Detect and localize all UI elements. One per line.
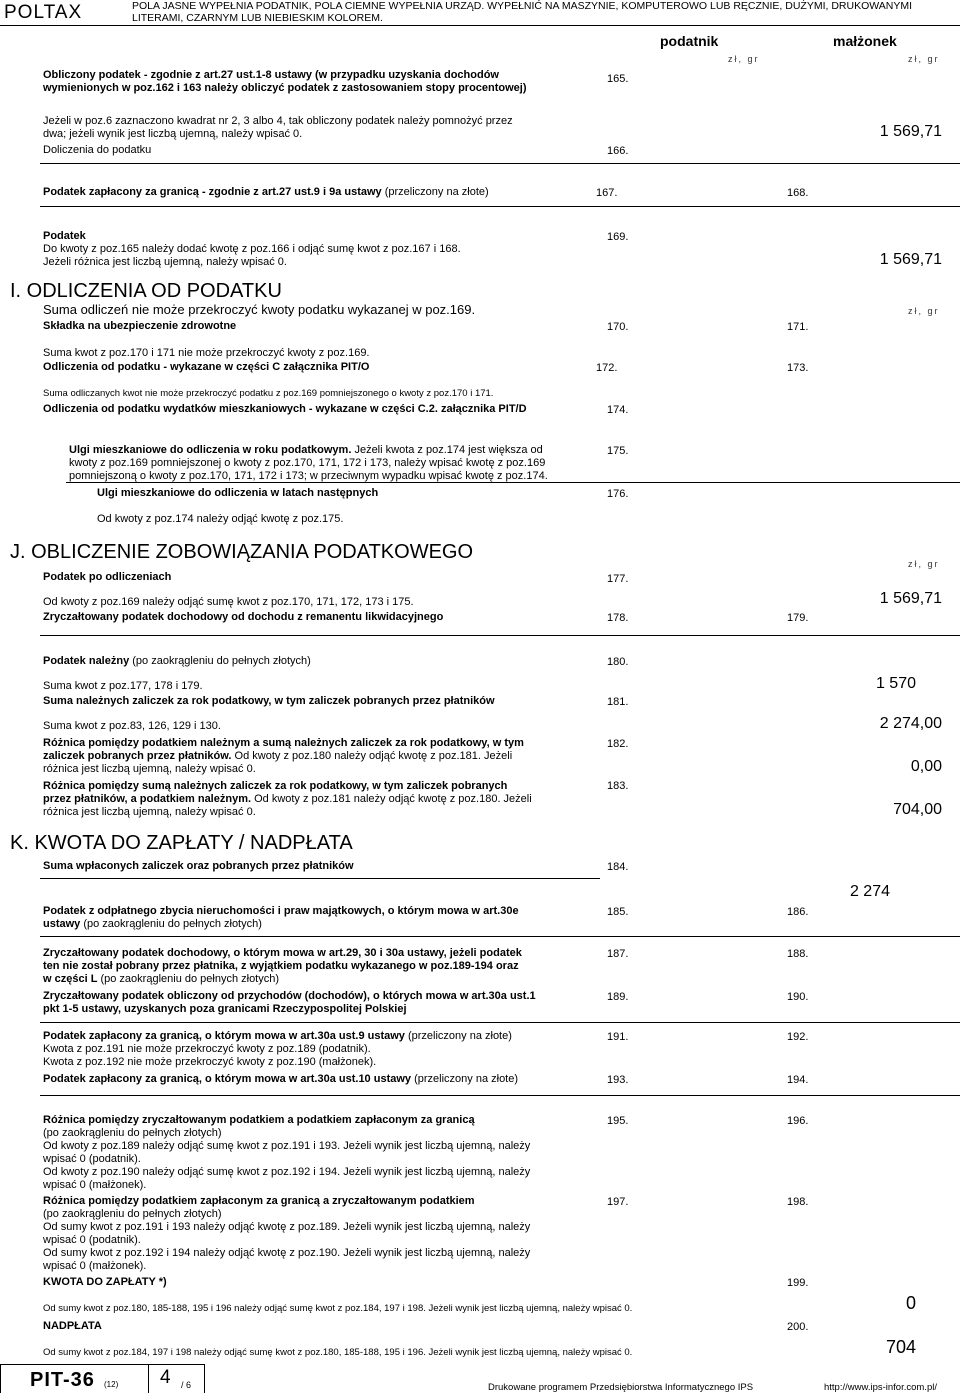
row-167-label: Podatek zapłacony za granicą - zgodnie z art.27 ust.9 i 9a ustawy (przeliczony na złote) (43, 186, 489, 198)
field-186-number: 186. (787, 906, 809, 918)
field-197-number: 197. (607, 1196, 629, 1208)
row-200-label: NADPŁATA (43, 1320, 102, 1332)
header-note-line-2: LITERAMI, CZARNYM LUB NIEBIESKIM KOLOREM. (132, 11, 383, 24)
row-169-label: Podatek Do kwoty z poz.165 należy dodać kwotę z poz.166 i odjąć sumę kwot z poz.167 i 168. Jeżeli różnica jest liczbą ujemną, należy wpisać 0. (43, 230, 461, 268)
field-200-value[interactable]: 704 (885, 1337, 916, 1357)
divider (40, 635, 960, 636)
row-170-note: Suma kwot z poz.170 i 171 nie może przekroczyć kwoty z poz.169. (43, 347, 370, 359)
column-podatnik: podatnik (660, 33, 719, 49)
page-total: / 6 (181, 1380, 192, 1390)
field-183-number: 183. (607, 780, 629, 792)
row-199-note: Od sumy kwot z poz.180, 185-188, 195 i 196 należy odjąć sumę kwot z poz.184, 197 i 198. Jeżeli wynik jest liczbą ujemną, należy wpisać 0. (43, 1303, 633, 1314)
field-183-value[interactable]: 704,00 (893, 801, 942, 818)
row-180-note: Suma kwot z poz.177, 178 i 179. (43, 680, 203, 692)
row-191-label: Podatek zapłacony za granicą, o którym mowa w art.30a ust.9 ustawy (przeliczony na złote) Kwota z poz.191 nie może przekroczyć kwoty z poz.189 (podatnik). Kwota z poz.192 nie może przekroczyć kwoty z poz.190 (małżonek). (43, 1030, 512, 1068)
field-175-number: 175. (607, 445, 629, 457)
field-165-number: 165. (607, 73, 629, 85)
divider (40, 163, 960, 164)
field-184-value[interactable]: 2 274 (849, 883, 890, 900)
field-172-number: 172. (596, 362, 618, 374)
field-185-number: 185. (607, 906, 629, 918)
row-174-label: Odliczenia od podatku wydatków mieszkaniowych - wykazane w części C.2. załącznika PIT/D (43, 403, 527, 415)
field-170-number: 170. (607, 321, 629, 333)
field-188-number: 188. (787, 948, 809, 960)
divider (40, 878, 600, 879)
printer-url[interactable]: http://www.ips-infor.com.pl/ (824, 1382, 937, 1393)
field-180-number: 180. (607, 656, 629, 668)
row-182-label: Różnica pomiędzy podatkiem należnym a sumą należnych zaliczek za rok podatkowy, w tym zaliczek pobranych przez płatników. Od kwoty z poz.180 należy odjąć kwotę z poz.181. Jeżeli różnica jest liczbą ujemną, należy wpisać 0. (43, 737, 524, 775)
header-note (132, 1, 912, 24)
field-173-number: 173. (787, 362, 809, 374)
form-name: PIT-36 (30, 1369, 95, 1391)
row-165-note: Jeżeli w poz.6 zaznaczono kwadrat nr 2, 3 albo 4, tak obliczony podatek należy pomnożyć przez dwa; jeżeli wynik jest liczbą ujemną, należy wpisać 0. (43, 115, 513, 140)
field-192-number: 192. (787, 1031, 809, 1043)
row-166-label: Doliczenia do podatku (43, 144, 152, 156)
field-199-number: 199. (787, 1277, 809, 1289)
row-177-note: Od kwoty z poz.169 należy odjąć sumę kwot z poz.170, 171, 172, 173 i 175. (43, 596, 414, 608)
field-182-number: 182. (607, 738, 629, 750)
row-185-label: Podatek z odpłatnego zbycia nieruchomości i praw majątkowych, o którym mowa w art.30e ustawy (po zaokrągleniu do pełnych złotych) (43, 905, 519, 930)
row-183-label: Różnica pomiędzy sumą należnych zaliczek za rok podatkowy, w tym zaliczek pobranych przez płatników, a podatkiem należnym. Od kwoty z poz.181 należy odjąć kwotę z poz.180. Jeżeli różnica jest liczbą ujemną, należy wpisać 0. (43, 780, 532, 818)
row-176-label: Ulgi mieszkaniowe do odliczenia w latach następnych (97, 487, 379, 499)
divider (40, 1095, 960, 1096)
row-193-label: Podatek zapłacony za granicą, o którym mowa w art.30a ust.10 ustawy (przeliczony na złote) (43, 1073, 519, 1085)
header-divider (0, 25, 960, 26)
field-199-value[interactable]: 0 (905, 1293, 916, 1313)
field-195-number: 195. (607, 1115, 629, 1127)
row-178-label: Zryczałtowany podatek dochodowy od dochodu z remanentu likwidacyjnego (43, 611, 444, 623)
field-165-value[interactable]: 1 569,71 (879, 123, 942, 140)
row-200-note: Od sumy kwot z poz.184, 197 i 198 należy odjąć sumę kwot z poz.180, 185-188, 195 i 196. Jeżeli wynik jest liczbą ujemną, należy wpisać 0. (43, 1347, 633, 1358)
header-note-line-1: POLA JASNE WYPEŁNIA PODATNIK, POLA CIEMNE WYPEŁNIA URZĄD. WYPEŁNIĆ NA MASZYNIE, KOMPUTEROWO LUB RĘCZNIE, DUŻYMI, DRUKOWANYMI (132, 0, 913, 12)
field-166-number: 166. (607, 145, 629, 157)
field-193-number: 193. (607, 1074, 629, 1086)
row-195-label: Różnica pomiędzy zryczałtowanym podatkiem a podatkiem zapłaconym za granicą (po zaokrągleniu do pełnych złotych) Od kwoty z poz.189 należy odjąć sumę kwot z poz.191 i 193. Jeżeli wynik jest liczbą ujemną, należy wpisać 0 (podatnik). Od kwoty z poz.190 należy odjąć sumę kwot z poz.192 i 194. Jeżeli wynik jest liczbą ujemną, należy wpisać 0 (małżonek). (43, 1114, 531, 1191)
zl-gr-label: zł, gr (908, 559, 940, 569)
row-180-label: Podatek należny (po zaokrągleniu do pełnych złotych) (43, 655, 311, 667)
section-j-title: J. OBLICZENIE ZOBOWIĄZANIA PODATKOWEGO (10, 541, 474, 563)
divider (40, 936, 960, 937)
column-malzonek: małżonek (833, 33, 897, 49)
field-171-number: 171. (787, 321, 809, 333)
zl-gr-label: zł, gr (908, 306, 940, 316)
row-181-label: Suma należnych zaliczek za rok podatkowy, w tym zaliczek pobranych przez płatników (43, 695, 495, 707)
divider (40, 1022, 960, 1023)
field-169-value[interactable]: 1 569,71 (879, 251, 942, 268)
row-176-note: Od kwoty z poz.174 należy odjąć kwotę z poz.175. (97, 513, 344, 525)
field-182-value[interactable]: 0,00 (910, 758, 942, 775)
field-198-number: 198. (787, 1196, 809, 1208)
field-184-number: 184. (607, 861, 629, 873)
row-165-label: Obliczony podatek - zgodnie z art.27 ust.1-8 ustawy (w przypadku uzyskania dochodów wymienionych w poz.162 i 163 należy obliczyć podatek z zastosowaniem stopy procentowej) (43, 69, 527, 94)
row-199-label: KWOTA DO ZAPŁATY *) (43, 1276, 167, 1288)
field-169-number: 169. (607, 231, 629, 243)
divider (66, 482, 960, 483)
section-i-subtitle: Suma odliczeń nie może przekroczyć kwoty podatku wykazanej w poz.169. (43, 302, 476, 317)
row-177-label: Podatek po odliczeniach (43, 571, 172, 583)
field-190-number: 190. (787, 991, 809, 1003)
section-i-title: I. ODLICZENIA OD PODATKU (10, 280, 282, 302)
form-version: (12) (104, 1380, 119, 1389)
printer-credit: Drukowane programem Przedsiębiorstwa Informatycznego IPS (488, 1382, 754, 1393)
section-k-title: K. KWOTA DO ZAPŁATY / NADPŁATA (10, 832, 353, 854)
footer-divider (148, 1364, 149, 1393)
field-168-number: 168. (787, 187, 809, 199)
row-197-label: Różnica pomiędzy podatkiem zapłaconym za granicą a zryczałtowanym podatkiem (po zaokrągleniu do pełnych złotych) Od sumy kwot z poz.191 i 193 należy odjąć kwotę z poz.189. Jeżeli wynik jest liczbą ujemną, należy wpisać 0 (podatnik). Od sumy kwot z poz.192 i 194 należy odjąć kwotę z poz.190. Jeżeli wynik jest liczbą ujemną, należy wpisać 0 (małżonek). (43, 1195, 531, 1272)
field-196-number: 196. (787, 1115, 809, 1127)
field-200-number: 200. (787, 1321, 809, 1333)
field-178-number: 178. (607, 612, 629, 624)
divider (40, 206, 960, 207)
field-174-number: 174. (607, 404, 629, 416)
field-179-number: 179. (787, 612, 809, 624)
field-189-number: 189. (607, 991, 629, 1003)
field-191-number: 191. (607, 1031, 629, 1043)
field-177-value[interactable]: 1 569,71 (879, 590, 942, 607)
zl-gr-label: zł, gr (728, 54, 760, 64)
field-181-number: 181. (607, 696, 629, 708)
row-181-note: Suma kwot z poz.83, 126, 129 i 130. (43, 720, 221, 732)
page-number: 4 (160, 1367, 171, 1388)
field-180-value[interactable]: 1 570 (875, 675, 916, 692)
logo: POLTAX (4, 2, 83, 23)
row-184-label: Suma wpłaconych zaliczek oraz pobranych przez płatników (43, 860, 354, 872)
row-187-label: Zryczałtowany podatek dochodowy, o którym mowa w art.29, 30 i 30a ustawy, jeżeli podatek ten nie został pobrany przez płatnika, z wyjątkiem podatku wykazanego w poz.189-194 oraz w części L (po zaokrągleniu do pełnych złotych) (43, 947, 522, 985)
row-170-label: Składka na ubezpieczenie zdrowotne (43, 320, 237, 332)
row-172-label: Odliczenia od podatku - wykazane w części C załącznika PIT/O (43, 361, 370, 373)
field-181-value[interactable]: 2 274,00 (879, 715, 942, 732)
row-172-note: Suma odliczanych kwot nie może przekroczyć podatku z poz.169 pomniejszonego o kwoty z poz.170 i 171. (43, 388, 494, 399)
field-176-number: 176. (607, 488, 629, 500)
field-187-number: 187. (607, 948, 629, 960)
zl-gr-label: zł, gr (908, 54, 940, 64)
field-167-number: 167. (596, 187, 618, 199)
field-194-number: 194. (787, 1074, 809, 1086)
row-175-label: Ulgi mieszkaniowe do odliczenia w roku podatkowym. Jeżeli kwota z poz.174 jest większa od kwoty z poz.169 pomniejszonej o kwoty z poz.170, 171, 172 i 173, należy wpisać kwotę z poz.169 pomniejszoną o kwoty z poz.170, 171, 172 i 173; w przeciwnym wypadku wpisać kwotę z poz.174. (69, 444, 548, 482)
row-189-label: Zryczałtowany podatek obliczony od przychodów (dochodów), o których mowa w art.30a ust.1 pkt 1-5 ustawy, uzyskanych poza granicami Rzeczypospolitej Polskiej (43, 990, 536, 1015)
field-177-number: 177. (607, 573, 629, 585)
